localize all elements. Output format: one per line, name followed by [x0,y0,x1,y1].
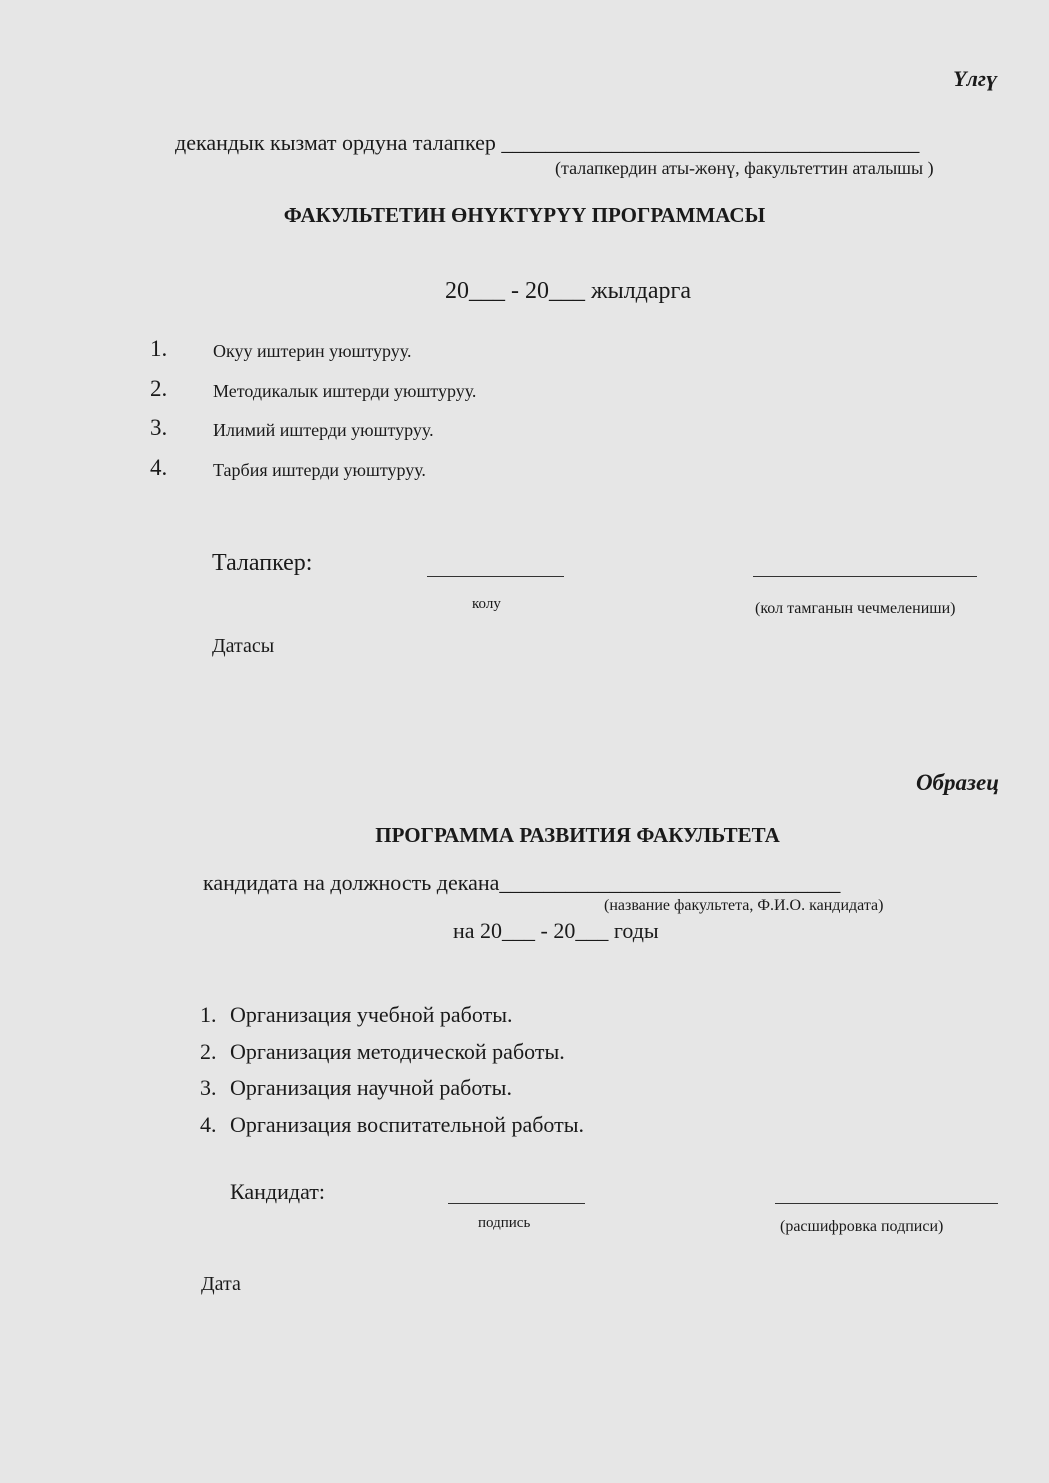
list-item-number: 4. [150,454,168,480]
list-item-text: Организация учебной работы. [230,1002,513,1027]
list-item [200,1002,584,1039]
work-list-russian [200,1002,584,1148]
candidate-line: кандидата на должность декана_______________________________ [203,870,841,895]
date-label-kyrgyz: Датасы [212,635,275,657]
list-item-text: Илимий иштерди уюштуруу. [213,420,434,440]
signature-decoding-caption: (расшифровка подписи) [780,1218,944,1235]
applicant-line: декандык кызмат ордуна талапкер ______________________________________ [175,130,920,155]
signature-caption: подпись [478,1215,531,1231]
years-kyrgyz: 20___ - 20___ жылдарга [445,278,692,304]
signature-caption: колу [472,596,501,612]
sample-label-kyrgyz: Үлгү [953,66,997,91]
list-item [200,1112,584,1149]
list-item-text: Организация воспитательной работы. [230,1111,585,1137]
date-label-russian: Дата [201,1273,241,1295]
signature-decoding-line [753,576,977,577]
list-item [200,1039,584,1076]
applicant-note: (талапкердин аты-жөнү, факультеттин аталышы ) [555,158,934,178]
sample-label-russian: Образец [915,770,999,795]
list-item-text: Тарбия иштерди уюштуруу. [213,459,426,480]
list-item-number: 2. [150,375,168,401]
years-russian: на 20___ - 20___ годы [453,918,659,943]
signature-line [427,576,564,577]
program-title-kyrgyz: ФАКУЛЬТЕТИН ӨНҮКТҮРҮҮ ПРОГРАММАСЫ [283,203,766,227]
list-item-text: Организация научной работы. [230,1075,512,1100]
signature-line [448,1203,585,1204]
signature-decoding-line [775,1203,998,1204]
list-item-text: Организация методической работы. [230,1038,565,1064]
candidate-note: (название факультета, Ф.И.О. кандидата) [604,897,884,914]
signature-decoding-caption: (кол тамганын чечмелениши) [755,600,956,617]
list-item-number: 3. [200,1075,217,1100]
list-item-text: Методикалык иштерди уюштуруу. [213,380,477,401]
list-item-number: 1. [150,336,168,361]
list-item [200,1075,584,1112]
candidate-label: Кандидат: [230,1179,326,1204]
list-item-text: Окуу иштерин уюштуруу. [213,341,412,361]
list-item-number: 2. [200,1038,217,1064]
program-title-russian: ПРОГРАММА РАЗВИТИЯ ФАКУЛЬТЕТА [375,823,780,847]
list-item-number: 1. [200,1002,217,1027]
list-item-number: 4. [200,1111,217,1137]
list-item-number: 3. [150,415,168,440]
applicant-label: Талапкер: [212,550,313,576]
